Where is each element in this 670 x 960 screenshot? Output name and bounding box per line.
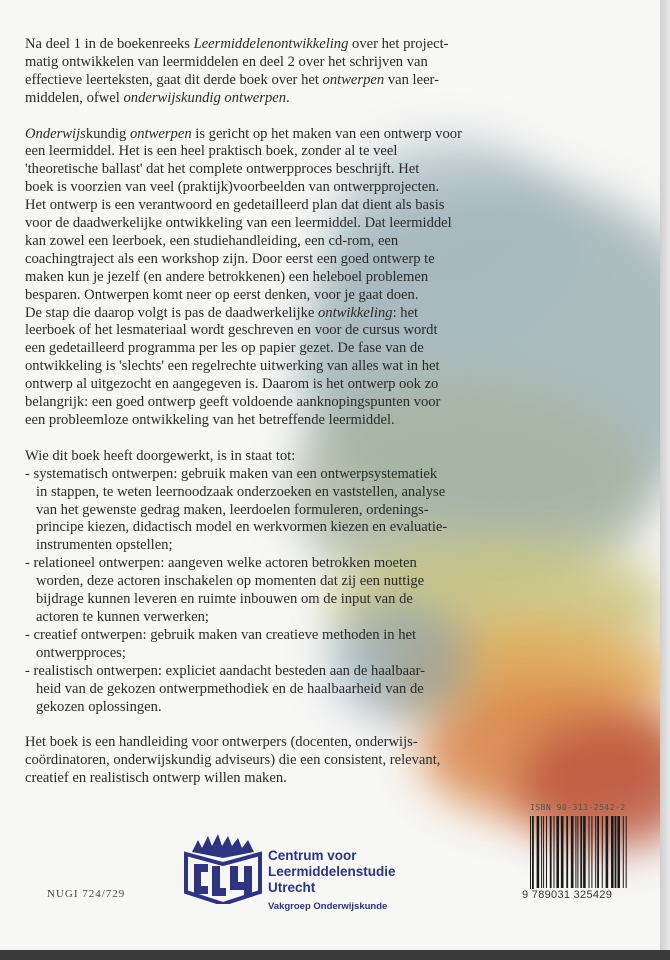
barcode-bar	[577, 816, 578, 888]
text: ontwikkeling is 'slechts' een regelrechte uitwerking van alles wat in het	[25, 358, 440, 375]
text: kan zowel een leerboek, een studiehandleiding, een cd-rom, een	[25, 232, 399, 249]
text-line	[25, 734, 495, 752]
barcode-bar	[611, 816, 614, 888]
text: in stappen, te weten leernoodzaak onderzoeken en vaststellen, analyse	[25, 483, 446, 500]
text-line	[25, 161, 495, 179]
barcode-bar	[626, 816, 627, 888]
paragraph	[25, 36, 495, 108]
blurb-text	[25, 36, 495, 806]
barcode-bar	[595, 816, 596, 888]
ean-number: 9 789031 325429	[522, 889, 613, 901]
text-line	[25, 502, 495, 520]
barcode-bar	[617, 816, 620, 888]
text: is gericht op het maken van een ontwerp voor	[191, 125, 462, 142]
italic-text: Onderwijs	[25, 125, 86, 142]
text: - realistisch ontwerpen: expliciet aandacht besteden aan de haalbaar-	[25, 662, 426, 679]
text: : het	[392, 304, 419, 321]
text-line	[25, 251, 495, 269]
nugi-code: NUGI 724/729	[47, 888, 126, 900]
text: besparen. Ontwerpen komt neer op eerst denken, voor je gaat doen.	[25, 286, 419, 303]
text: middelen, ofwel	[25, 89, 124, 106]
text-line	[25, 90, 495, 108]
text-line	[25, 752, 495, 770]
paragraph	[25, 448, 495, 717]
text-line	[25, 233, 495, 251]
isbn-label: ISBN 90-313-2542-2	[530, 803, 626, 812]
text-line	[25, 215, 495, 233]
paragraph	[25, 734, 495, 788]
text-line	[25, 197, 495, 215]
text: van leer-	[384, 71, 439, 88]
barcode-bar	[606, 816, 609, 888]
barcode-bar	[556, 816, 559, 888]
text: instrumenten opstellen;	[25, 537, 173, 554]
text: belangrijk: een goed ontwerp geeft voldoende aanknopingspunten voor	[25, 394, 441, 411]
publisher-line: Centrum voor	[268, 848, 357, 863]
barcode-bar	[597, 816, 599, 888]
italic-text: Leermiddelenontwikkeling	[193, 36, 349, 52]
text: coördinatoren, onderwijskundig adviseurs) die een consistent, relevant,	[25, 752, 441, 769]
text-line	[25, 305, 495, 323]
text-line	[25, 627, 495, 645]
text: effectieve leerteksten, gaat dit derde boek over het	[25, 71, 323, 88]
italic-text: onderwijskundig ontwerpen	[123, 89, 287, 106]
barcode-bar	[561, 816, 564, 888]
text: een leermiddel. Het is een heel praktisch boek, zonder al te veel	[25, 143, 398, 160]
italic-text: ontwikkeling	[318, 304, 393, 321]
text: maken kun je jezelf (en andere betrokkenen) een heleboel problemen	[25, 268, 429, 285]
barcode-bar	[623, 816, 624, 888]
text: kundig	[85, 125, 130, 142]
barcode-bar	[589, 816, 590, 888]
text-line	[25, 376, 495, 394]
text-line	[25, 36, 495, 54]
text-line	[25, 609, 495, 627]
barcode-bar	[554, 816, 555, 888]
text: matig ontwikkelen van leermiddelen en deel 2 over het schrijven van	[25, 53, 428, 70]
text: over het project-	[348, 36, 449, 52]
text-line	[25, 484, 495, 502]
barcode-bar	[546, 816, 547, 888]
italic-text: ontwerpen	[322, 71, 385, 88]
text-line	[25, 555, 495, 573]
text: - systematisch ontwerpen: gebruik maken van een ontwerpsystematiek	[25, 465, 438, 482]
barcode-bar	[615, 816, 617, 888]
text-line	[25, 699, 495, 717]
text-line	[25, 519, 495, 537]
barcode-bar	[566, 816, 568, 888]
text-line	[25, 770, 495, 788]
page-edge	[660, 0, 670, 960]
text: leerboek of het lesmateriaal wordt geschreven en voor de cursus wordt	[25, 322, 438, 339]
text: .	[286, 89, 290, 106]
text: principe kiezen, didactisch model en werkvormen kiezen en evaluatie-	[25, 519, 448, 536]
text: coachingtraject als een workshop zijn. Door eerst een goed ontwerp te	[25, 250, 435, 267]
text-line	[25, 663, 495, 681]
background-edge	[0, 950, 670, 960]
paragraph	[25, 126, 495, 430]
barcode-bar	[591, 816, 592, 888]
text: boek is voorzien van veel (praktijk)voorbeelden van ontwerpprojecten.	[25, 179, 440, 196]
text: een probleemloze ontwikkeling van het betreffende leermiddel.	[25, 412, 395, 429]
text: actoren te kunnen verwerken;	[25, 608, 209, 625]
barcode-bar	[602, 816, 603, 888]
text-line	[25, 466, 495, 484]
text: ontwerpproces;	[25, 644, 126, 661]
barcode-bar	[532, 816, 534, 896]
text: De stap die daarop volgt is pas de daadwerkelijke	[25, 304, 318, 321]
text-line	[25, 591, 495, 609]
text-line	[25, 394, 495, 412]
publisher-name	[268, 848, 396, 915]
text: - relationeel ontwerpen: aangeven welke actoren betrokken moeten	[25, 555, 417, 572]
publisher-line: Utrecht	[268, 880, 316, 895]
text: 'theoretische ballast' dat het complete ontwerpproces beschrijft. Het	[25, 161, 420, 178]
text: worden, deze actoren inschakelen op momenten dat zij een nuttige	[25, 573, 425, 590]
text: van het gewenste gedrag maken, leerdoelen formuleren, ordenings-	[25, 501, 429, 518]
text-line	[25, 179, 495, 197]
text-line	[25, 322, 495, 340]
italic-text: ontwerpen	[130, 125, 192, 142]
text: creatief en realistisch ontwerp willen maken.	[25, 770, 287, 787]
barcode	[530, 816, 628, 896]
clu-logo-icon	[184, 834, 262, 904]
barcode-bar	[543, 816, 544, 888]
text: een gedetailleerd programma per les op papier gezet. De fase van de	[25, 340, 424, 357]
text: Wie dit boek heeft doorgewerkt, is in staat tot:	[25, 447, 296, 464]
text-line	[25, 269, 495, 287]
text-line	[25, 340, 495, 358]
barcode-bar	[530, 816, 531, 896]
publisher-line: Leermiddelenstudie	[268, 864, 396, 879]
text: voor de daadwerkelijke ontwikkeling van een leermiddel. Dat leermiddel	[25, 215, 452, 232]
text: Het boek is een handleiding voor ontwerpers (docenten, onderwijs-	[25, 734, 418, 751]
barcode-bar	[541, 816, 542, 888]
barcode-bar	[550, 816, 552, 888]
text-line	[25, 287, 495, 305]
text-line	[25, 537, 495, 555]
text-line	[25, 72, 495, 90]
barcode-bar	[580, 816, 582, 888]
publisher-department: Vakgroep Onderwijskunde	[268, 901, 388, 912]
text-line	[25, 358, 495, 376]
text: bijdrage kunnen leveren en ruimte inbouwen om de input van de	[25, 591, 413, 608]
barcode-bar	[537, 816, 540, 888]
barcode-bar	[575, 816, 576, 888]
text-line	[25, 645, 495, 663]
text-line	[25, 54, 495, 72]
barcode-bar	[583, 816, 586, 888]
text: ontwerp al uitgezocht en aangegeven is. Daarom is het ontwerp ook zo	[25, 376, 439, 393]
barcode-bar	[571, 816, 574, 888]
text-line	[25, 573, 495, 591]
text: - creatief ontwerpen: gebruik maken van creatieve methoden in het	[25, 626, 417, 643]
text-line	[25, 143, 495, 161]
text: Na deel 1 in de boekenreeks	[25, 36, 194, 52]
text-line	[25, 126, 495, 144]
text-line	[25, 412, 495, 430]
text: Het ontwerp is een verantwoord en gedetailleerd plan dat dient als basis	[25, 197, 445, 214]
text-line	[25, 448, 495, 466]
text-line	[25, 681, 495, 699]
text: heid van de gekozen ontwerpmethodiek en de haalbaarheid van de	[25, 680, 424, 697]
text: gekozen oplossingen.	[25, 698, 162, 715]
